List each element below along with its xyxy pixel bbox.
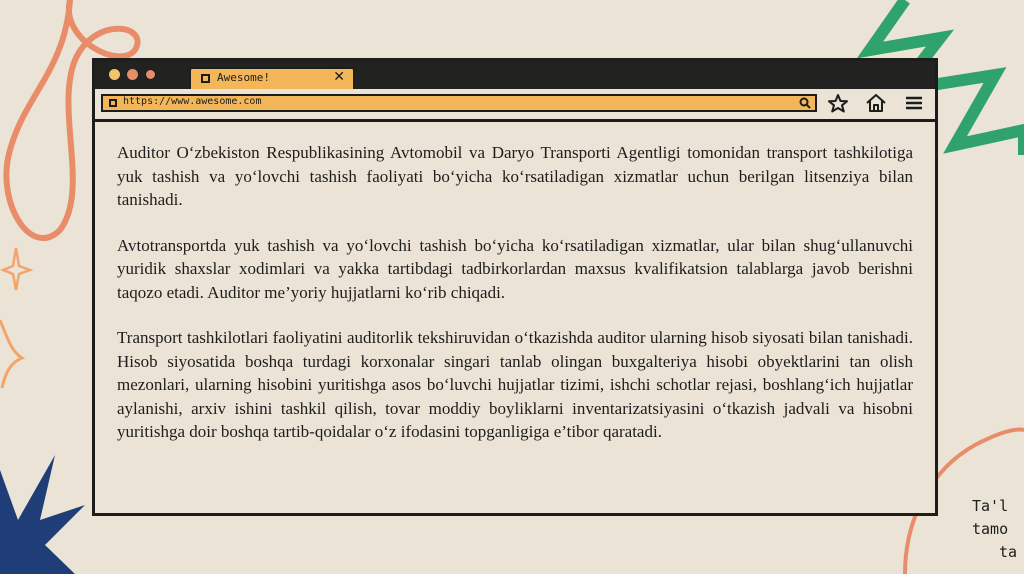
corner-caption: [972, 495, 1024, 564]
window-control-close[interactable]: [145, 69, 156, 80]
url-text: https://www.awesome.com: [123, 96, 262, 107]
square-icon: [109, 99, 117, 107]
corner-caption-line: ta: [999, 543, 1018, 561]
tab-label: Awesome!: [217, 71, 270, 84]
window-control-maximize[interactable]: [127, 69, 138, 80]
content-paragraph: Avtotransportda yuk tashish va yo‘lovchi tashish bo‘yicha ko‘rsatiladigan xizmatlar, ular bilan shug‘ullanuvchi yuridik shaxslar xodimlari va yakka tartibdagi tadbirkorlardan maxsus kvalifikatsion talablarga javob berishni taqozo etadi. Auditor me’yoriy hujjatlarni ko‘rib chiqadi.: [117, 235, 913, 302]
page-content: [117, 141, 913, 466]
square-icon: [201, 74, 210, 83]
url-input[interactable]: [101, 94, 817, 112]
content-paragraph: Auditor O‘zbekiston Respublikasining Avtomobil va Daryo Transporti Agentligi tomonidan transport tashkilotiga yuk tashish va yo‘lovchi tashish faoliyati bo‘yicha ko‘rsatiladigan xizmatlar uchun berilgan litsenziya bilan tanishadi.: [117, 143, 913, 209]
corner-caption-line: tamo: [972, 520, 1009, 538]
content-paragraph: Transport tashkilotlari faoliyatini auditorlik tekshiruvidan o‘tkazishda auditor ularning hisob siyosati bilan tanishadi. Hisob siyosatida boshqa turdagi korxonalar singari tanlab olingan buxgalteriya hisobi obyektlarini tan olish mezonlari, ularning hisobini yuritishga asos bo‘luvchi hujjatlar tizimi, ishchi schotlar rejasi, boshlang‘ich hujjatlar aylanishi, arxiv ishini tashkil qilish, tovar moddiy boyliklarni inventarizatsiyasini o‘tkazish jadvali va hisobni yuritishga doir boshqa tartib-qoidalar o‘z ifodasini topganligiga e’tibor qaratadi.: [117, 328, 913, 441]
menu-icon[interactable]: [903, 93, 925, 113]
close-icon[interactable]: ✕: [333, 69, 345, 85]
search-icon[interactable]: [799, 97, 811, 109]
browser-titlebar: [95, 61, 935, 89]
salmon-sparkle-shape-2: [0, 320, 22, 388]
star-icon[interactable]: [827, 93, 849, 113]
browser-tab[interactable]: [189, 67, 355, 89]
home-icon[interactable]: [865, 93, 887, 113]
navy-star-shape: [0, 455, 85, 574]
window-control-minimize[interactable]: [109, 69, 120, 80]
address-bar: [95, 89, 935, 122]
browser-window: [92, 58, 938, 516]
corner-caption-line: Ta'l: [972, 497, 1009, 515]
salmon-sparkle-shape: [3, 248, 30, 290]
